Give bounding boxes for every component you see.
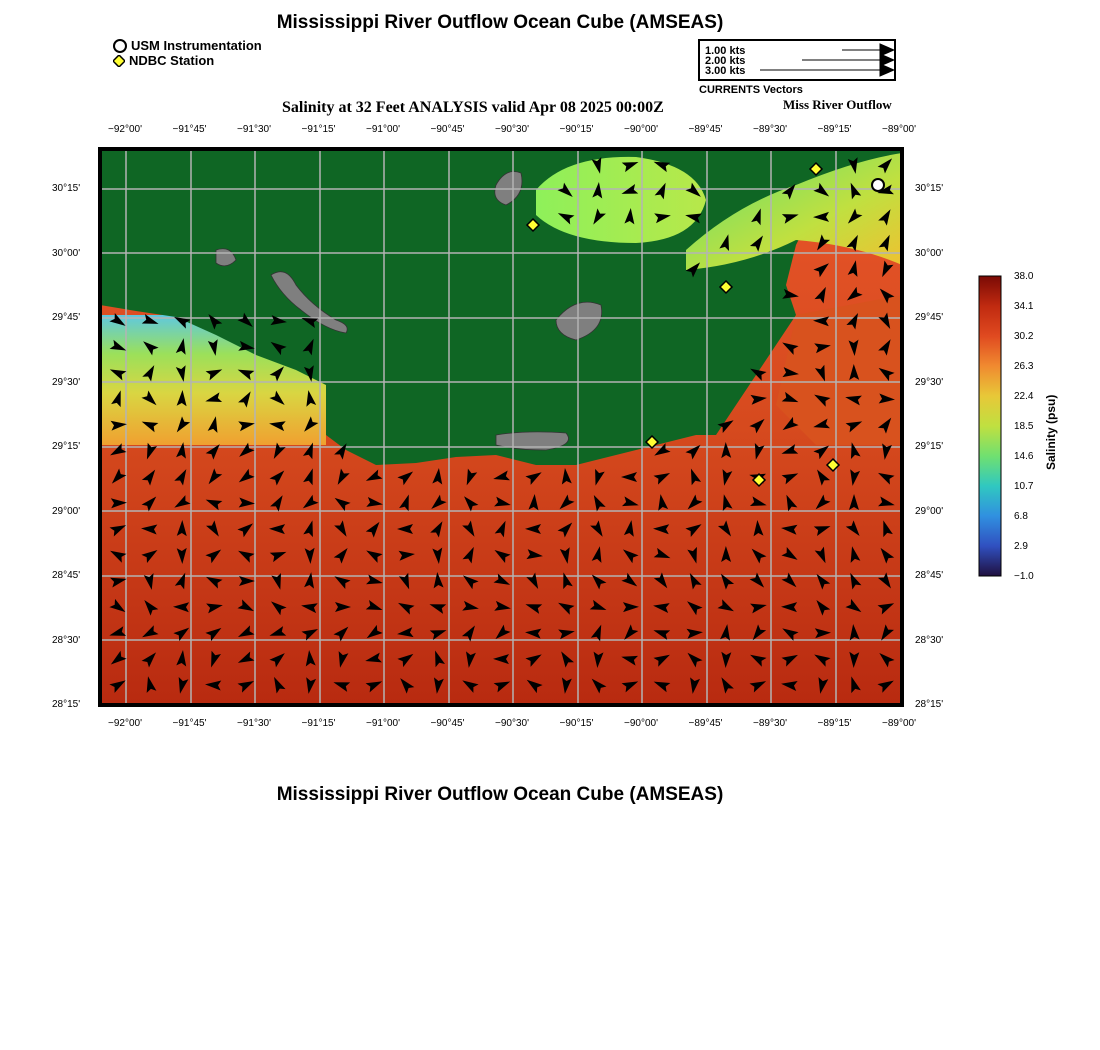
- legend-usm-label: USM Instrumentation: [131, 38, 262, 53]
- lat-tick-left: 28°30': [52, 634, 81, 646]
- legend-ndbc-label: NDBC Station: [129, 53, 215, 68]
- colorbar-tick: 30.2: [1014, 331, 1034, 342]
- lat-tick-right: 29°30': [915, 376, 944, 388]
- lon-tick-top: −91°30': [237, 124, 271, 135]
- lon-tick-top: −90°15': [559, 124, 594, 135]
- colorbar-tick: 34.1: [1014, 301, 1034, 312]
- circle-icon: [113, 39, 127, 53]
- diamond-icon: [113, 55, 125, 67]
- lon-tick-top: −91°00': [366, 124, 400, 135]
- lon-tick-top: −89°15': [817, 124, 852, 135]
- lat-tick-left: 29°00': [52, 505, 81, 517]
- lon-tick-bottom: −91°00': [366, 718, 400, 729]
- colorbar: [976, 274, 1006, 580]
- lon-tick-bottom: −89°15': [817, 718, 852, 729]
- vector-caption: CURRENTS Vectors: [699, 84, 803, 96]
- lon-tick-bottom: −90°00': [624, 718, 658, 729]
- colorbar-tick: −1.0: [1014, 571, 1034, 582]
- lon-tick-top: −89°00': [882, 124, 916, 135]
- lat-tick-right: 28°15': [915, 699, 944, 710]
- lat-tick-left: 30°15': [52, 183, 81, 194]
- colorbar-tick: 26.3: [1014, 361, 1034, 372]
- lat-tick-left: 28°45': [52, 570, 81, 581]
- legend-usm: [113, 38, 262, 53]
- colorbar-label: Salinity (psu): [1044, 394, 1058, 470]
- lon-tick-top: −90°00': [624, 124, 658, 135]
- lat-tick-right: 29°15': [915, 441, 944, 452]
- vector-scale-box: [698, 39, 896, 81]
- lat-tick-left: 30°00': [52, 247, 81, 259]
- page-title: Mississippi River Outflow Ocean Cube (AMSEAS): [276, 12, 724, 33]
- lat-tick-right: 30°00': [915, 247, 944, 259]
- lon-tick-top: −91°15': [301, 124, 336, 135]
- legend-ndbc: [113, 53, 214, 68]
- lat-tick-right: 29°45': [915, 312, 944, 323]
- colorbar-tick: 18.5: [1014, 421, 1034, 432]
- lon-tick-top: −89°45': [688, 124, 723, 135]
- lat-tick-right: 28°45': [915, 570, 944, 581]
- vector-label-3: 3.00 kts: [705, 65, 746, 77]
- region-label: Miss River Outflow: [783, 97, 892, 112]
- colorbar-tick: 10.7: [1014, 481, 1034, 492]
- lon-tick-top: −89°30': [753, 124, 787, 135]
- footer-title: Mississippi River Outflow Ocean Cube (AMSEAS): [276, 784, 724, 805]
- lat-tick-right: 30°15': [915, 183, 944, 194]
- lon-tick-bottom: −89°00': [882, 718, 916, 729]
- lon-tick-bottom: −91°15': [301, 718, 336, 729]
- lat-tick-left: 28°15': [52, 699, 81, 710]
- lon-tick-top: −90°30': [495, 124, 529, 135]
- colorbar-tick: 6.8: [1014, 511, 1028, 522]
- salinity-map: [96, 145, 906, 709]
- lat-tick-left: 29°15': [52, 441, 81, 452]
- lon-tick-top: −92°00': [108, 124, 142, 135]
- lon-tick-bottom: −90°15': [559, 718, 594, 729]
- vector-label-2: 2.00 kts: [705, 55, 746, 67]
- vector-label-1: 1.00 kts: [705, 45, 746, 57]
- lon-tick-bottom: −92°00': [108, 718, 142, 729]
- lon-tick-top: −90°45': [430, 124, 465, 135]
- colorbar-tick: 2.9: [1014, 541, 1028, 552]
- usm-instrument: [872, 179, 884, 191]
- lon-tick-bottom: −89°45': [688, 718, 723, 729]
- lat-tick-left: 29°30': [52, 376, 81, 388]
- lon-tick-bottom: −90°45': [430, 718, 465, 729]
- colorbar-tick: 22.4: [1014, 391, 1034, 402]
- lon-tick-bottom: −90°30': [495, 718, 529, 729]
- lon-tick-bottom: −91°45': [172, 718, 207, 729]
- lat-tick-right: 28°30': [915, 634, 944, 646]
- lat-tick-left: 29°45': [52, 312, 81, 323]
- lon-tick-bottom: −91°30': [237, 718, 271, 729]
- colorbar-tick: 14.6: [1014, 451, 1034, 462]
- map-subtitle: Salinity at 32 Feet ANALYSIS valid Apr 08 2025 00:00Z: [282, 99, 664, 116]
- lat-tick-right: 29°00': [915, 505, 944, 517]
- lon-tick-bottom: −89°30': [753, 718, 787, 729]
- lon-tick-top: −91°45': [172, 124, 207, 135]
- colorbar-tick: 38.0: [1014, 271, 1034, 282]
